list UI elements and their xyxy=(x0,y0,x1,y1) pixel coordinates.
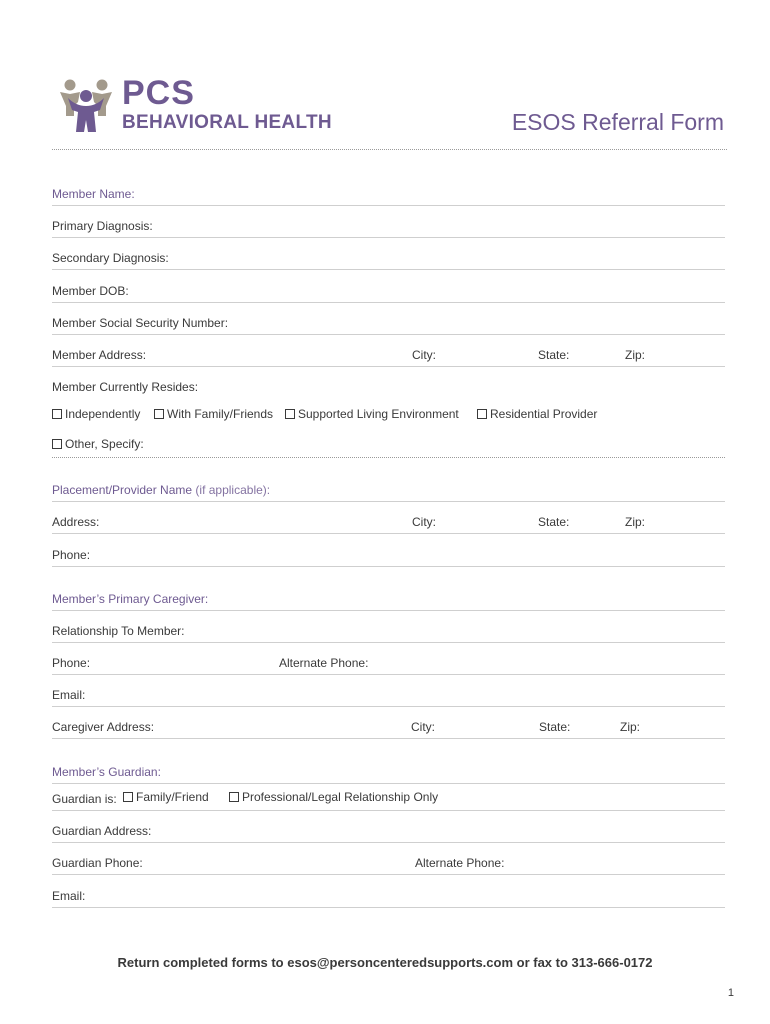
pcs-logo-icon xyxy=(58,76,114,134)
placement-state-label: State: xyxy=(538,515,570,529)
primary-diagnosis-label: Primary Diagnosis: xyxy=(52,219,153,233)
placement-city-label: City: xyxy=(412,515,436,529)
caregiver-phone-label: Phone: xyxy=(52,656,91,670)
guardian-option-professional[interactable]: Professional/Legal Relationship Only xyxy=(229,790,438,804)
guardian-phone-label: Guardian Phone: xyxy=(52,856,143,870)
guardian-email-row[interactable] xyxy=(52,885,725,908)
member-ssn-label: Member Social Security Number: xyxy=(52,316,229,330)
guardian-option-family-friend[interactable]: Family/Friend xyxy=(123,790,209,804)
resides-option-supported-living[interactable]: Supported Living Environment xyxy=(285,407,459,421)
page-number: 1 xyxy=(727,987,734,999)
caregiver-address-label: Caregiver Address: xyxy=(52,720,155,734)
member-dob-label: Member DOB: xyxy=(52,284,129,298)
checkbox-icon[interactable] xyxy=(229,792,239,802)
resides-options-row xyxy=(52,405,725,427)
resides-other-row[interactable] xyxy=(52,435,725,458)
placement-name-label: Placement/Provider Name (if applicable): xyxy=(52,483,271,497)
member-zip-label: Zip: xyxy=(625,348,646,362)
member-address-row[interactable] xyxy=(52,344,725,367)
caregiver-relationship-row[interactable] xyxy=(52,620,725,643)
guardian-type-row xyxy=(52,788,725,811)
placement-name-row[interactable] xyxy=(52,479,725,502)
header-divider xyxy=(52,149,727,150)
member-dob-row[interactable] xyxy=(52,280,725,303)
resides-option-other[interactable]: Other, Specify: xyxy=(52,437,144,451)
guardian-alt-phone-label: Alternate Phone: xyxy=(415,856,505,870)
checkbox-icon[interactable] xyxy=(123,792,133,802)
secondary-diagnosis-label: Secondary Diagnosis: xyxy=(52,251,169,265)
brand-subtitle: BEHAVIORAL HEALTH xyxy=(122,112,332,133)
member-name-label: Member Name: xyxy=(52,187,135,201)
caregiver-section-row[interactable] xyxy=(52,588,725,611)
resides-option-independently[interactable]: Independently xyxy=(52,407,140,421)
caregiver-email-row[interactable] xyxy=(52,684,725,707)
member-name-row[interactable] xyxy=(52,183,725,206)
guardian-phone-row[interactable] xyxy=(52,852,725,875)
checkbox-icon[interactable] xyxy=(52,409,62,419)
caregiver-zip-label: Zip: xyxy=(620,720,641,734)
member-ssn-row[interactable] xyxy=(52,312,725,335)
caregiver-alt-phone-label: Alternate Phone: xyxy=(279,656,369,670)
member-resides-label: Member Currently Resides: xyxy=(52,380,199,394)
caregiver-phone-row[interactable] xyxy=(52,652,725,675)
member-address-label: Member Address: xyxy=(52,348,147,362)
checkbox-icon[interactable] xyxy=(154,409,164,419)
guardian-is-label: Guardian is: xyxy=(52,792,117,806)
caregiver-email-label: Email: xyxy=(52,688,86,702)
placement-address-label: Address: xyxy=(52,515,100,529)
primary-diagnosis-row[interactable] xyxy=(52,215,725,238)
member-resides-row xyxy=(52,376,725,398)
brand-name: PCS xyxy=(122,74,195,112)
caregiver-section-label: Member’s Primary Caregiver: xyxy=(52,592,209,606)
placement-phone-row[interactable] xyxy=(52,544,725,567)
caregiver-address-row[interactable] xyxy=(52,716,725,739)
caregiver-state-label: State: xyxy=(539,720,571,734)
resides-option-residential-provider[interactable]: Residential Provider xyxy=(477,407,597,421)
return-instructions: Return completed forms to esos@personcenteredsupports.com or fax to 313-666-0172 xyxy=(117,955,653,970)
placement-phone-label: Phone: xyxy=(52,548,91,562)
checkbox-icon[interactable] xyxy=(52,439,62,449)
caregiver-relationship-label: Relationship To Member: xyxy=(52,624,185,638)
guardian-address-label: Guardian Address: xyxy=(52,824,152,838)
form-title: ESOS Referral Form xyxy=(511,109,724,135)
checkbox-icon[interactable] xyxy=(285,409,295,419)
member-state-label: State: xyxy=(538,348,570,362)
checkbox-icon[interactable] xyxy=(477,409,487,419)
guardian-section-row[interactable] xyxy=(52,761,725,784)
guardian-section-label: Member’s Guardian: xyxy=(52,765,161,779)
caregiver-city-label: City: xyxy=(411,720,435,734)
secondary-diagnosis-row[interactable] xyxy=(52,247,725,270)
member-city-label: City: xyxy=(412,348,436,362)
placement-zip-label: Zip: xyxy=(625,515,646,529)
placement-address-row[interactable] xyxy=(52,511,725,534)
resides-option-family-friends[interactable]: With Family/Friends xyxy=(154,407,273,421)
guardian-email-label: Email: xyxy=(52,889,86,903)
guardian-address-row[interactable] xyxy=(52,820,725,843)
